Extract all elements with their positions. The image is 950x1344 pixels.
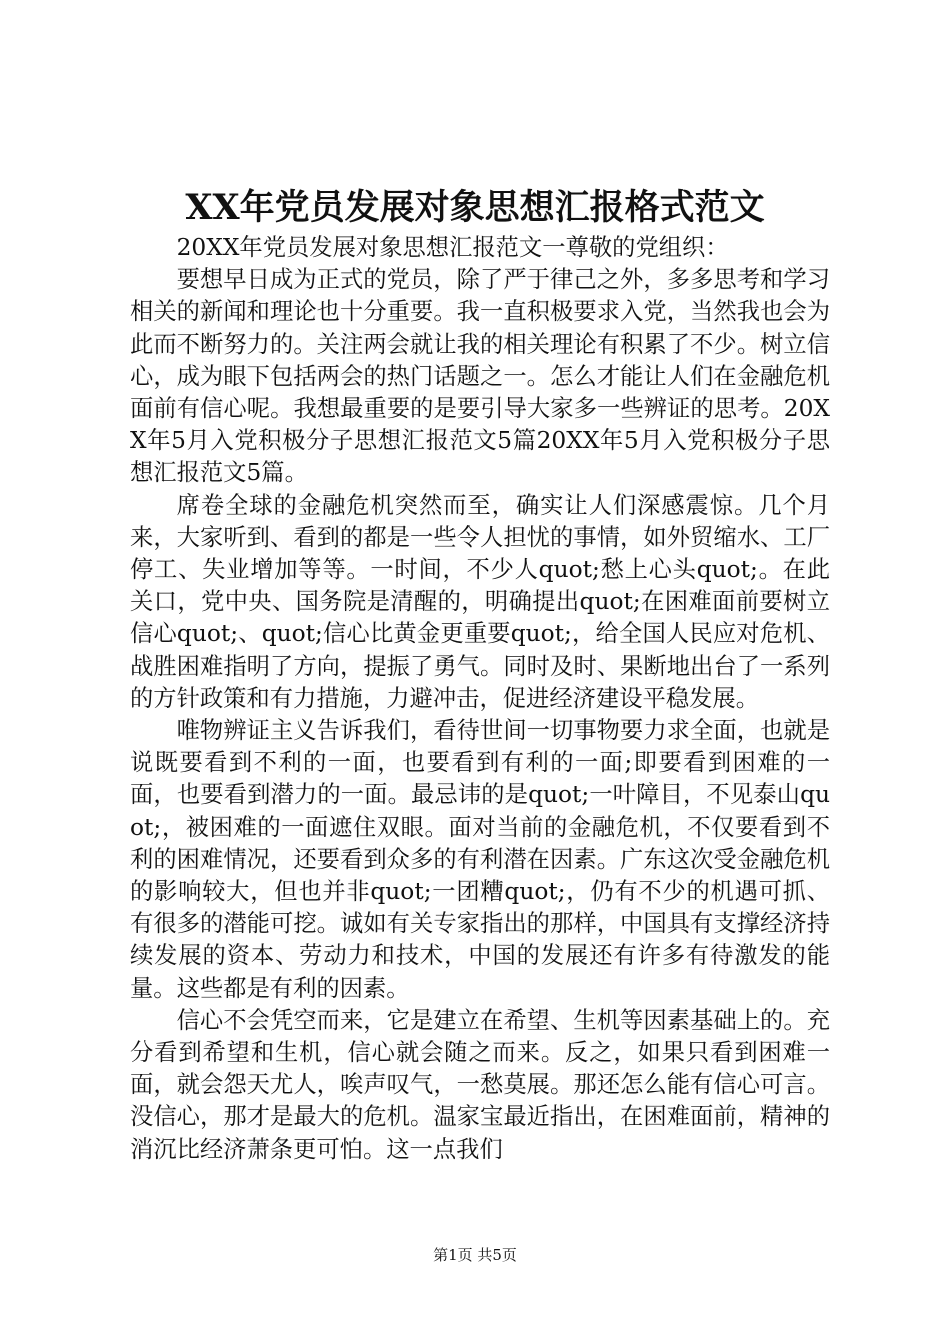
paragraph-5: 信心不会凭空而来，它是建立在希望、生机等因素基础上的。充分看到希望和生机，信心就会随之而来。反之，如果只看到困难一面，就会怨天尤人，唉声叹气，一愁莫展。那还怎么能有信心可言。没信心，那才是最大的危机。温家宝最近指出，在困难面前，精神的消沉比经济萧条更可怕。这一点我们 bbox=[130, 1006, 830, 1163]
page-footer: 第1页 共5页 bbox=[433, 1246, 517, 1264]
document-title: XX年党员发展对象思想汇报格式范文 bbox=[185, 187, 765, 228]
paragraph-1: 20XX年党员发展对象思想汇报范文一尊敬的党组织： bbox=[176, 234, 729, 261]
paragraph-3: 席卷全球的金融危机突然而至，确实让人们深感震惊。几个月来，大家听到、看到的都是一些令人担忧的事情，如外贸缩水、工厂停工、失业增加等等。一时间，不少人quot;愁上心头quot;。在此关口，党中央、国务院是清醒的，明确提出quot;在困难面前要树立信心quot;、quot;信心比黄金更重要quot;，给全国人民应对危机、战胜困难指明了方向，提振了勇气。同时及时、果断地出台了一系列的方针政策和有力措施，力避冲击，促进经济建设平稳发展。 bbox=[130, 491, 830, 712]
paragraph-4: 唯物辨证主义告诉我们，看待世间一切事物要力求全面，也就是说既要看到不利的一面，也要看到有利的一面;即要看到困难的一面，也要看到潜力的一面。最忌讳的是quot;一叶障目，不见泰山quot;，被困难的一面遮住双眼。面对当前的金融危机，不仅要看到不利的困难情况，还要看到众多的有利潜在因素。广东这次受金融危机的影响较大，但也并非quot;一团糟quot;，仍有不少的机遇可抓、有很多的潜能可挖。诚如有关专家指出的那样，中国具有支撑经济持续发展的资本、劳动力和技术，中国的发展还有许多有待激发的能量。这些都是有利的因素。 bbox=[130, 717, 830, 1002]
document-body bbox=[130, 232, 830, 1166]
paragraph-2: 要想早日成为正式的党员，除了严于律己之外，多多思考和学习相关的新闻和理论也十分重要。我一直积极要求入党，当然我也会为此而不断努力的。关注两会就让我的相关理论有积累了不少。树立信心，成为眼下包括两会的热门话题之一。怎么才能让人们在金融危机面前有信心呢。我想最重要的是要引导大家多一些辨证的思考。20XX年5月入党积极分子思想汇报范文5篇20XX年5月入党积极分子思想汇报范文5篇。 bbox=[130, 266, 830, 487]
